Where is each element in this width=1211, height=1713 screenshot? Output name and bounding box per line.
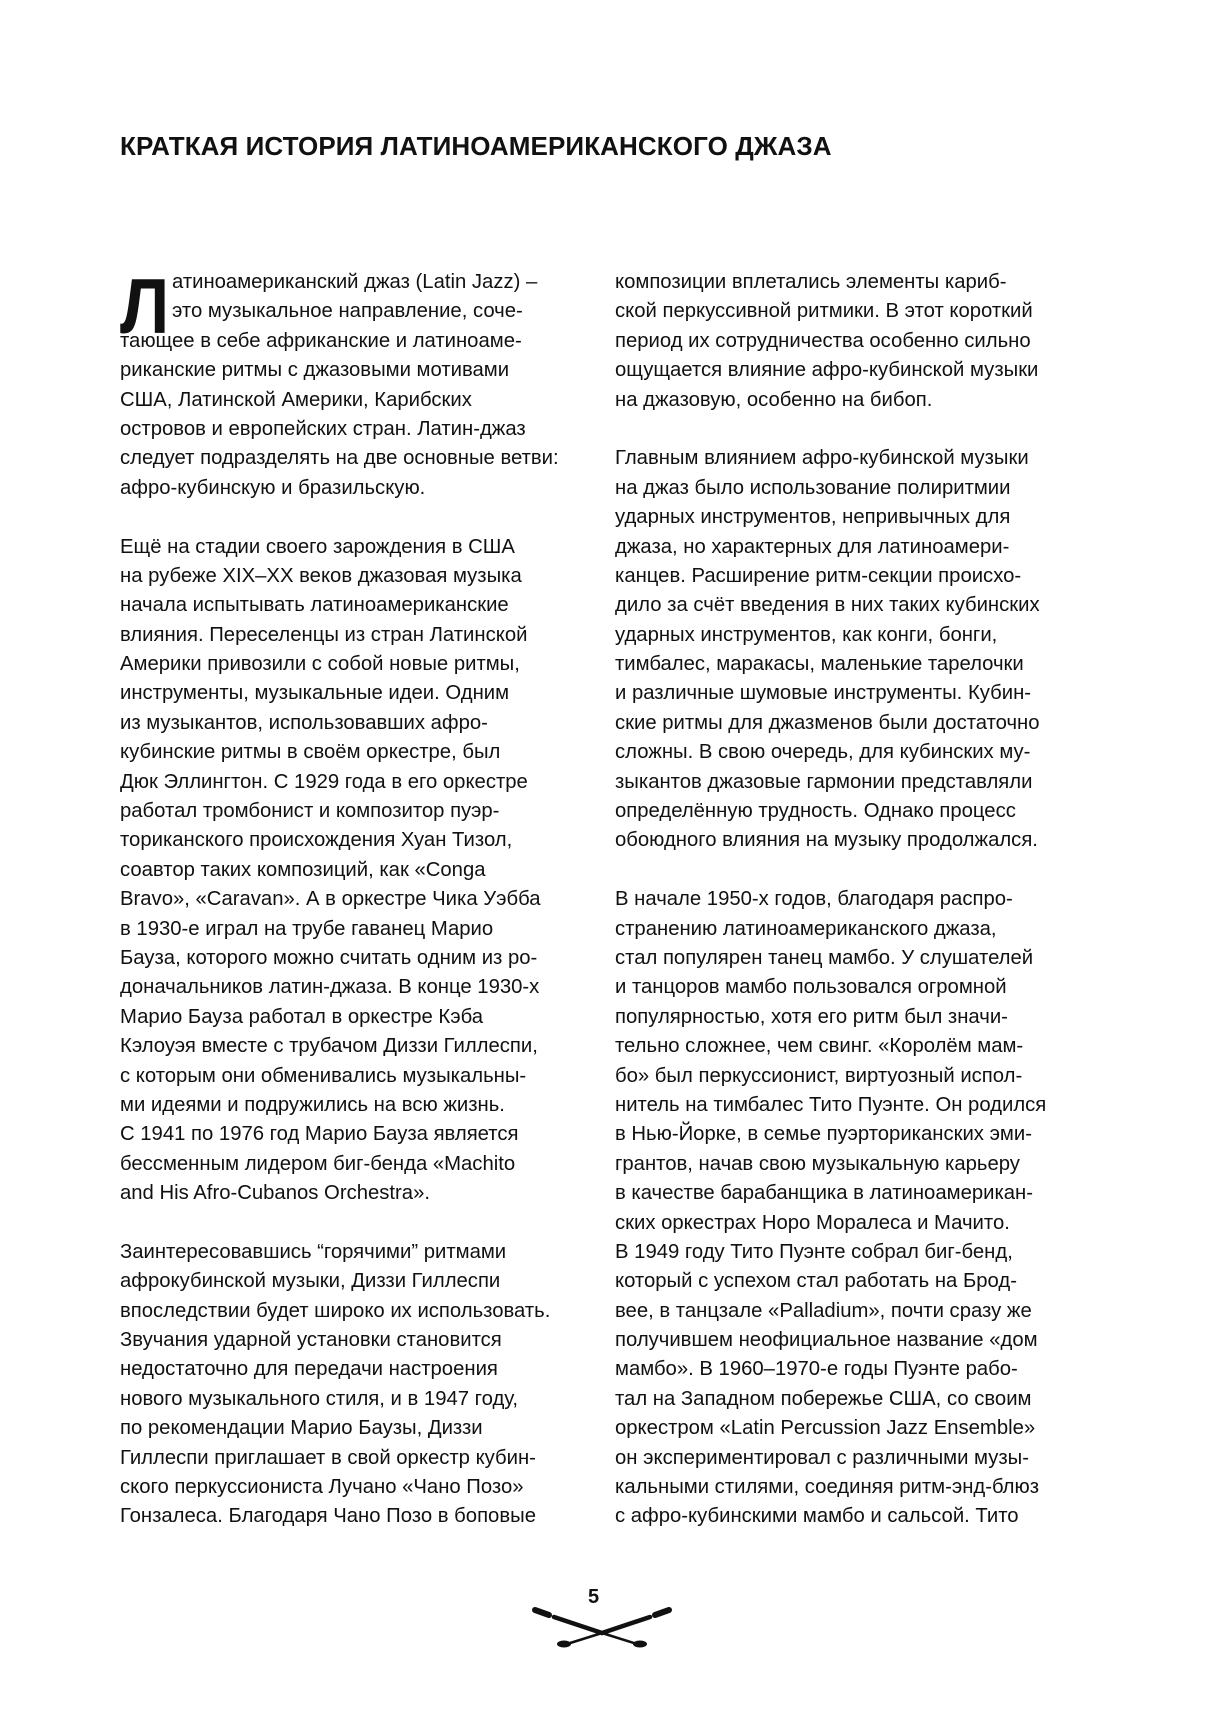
- text-line: Марио Бауза работал в оркестре Кэба: [120, 1005, 484, 1028]
- text-line: афро-кубинскую и бразильскую.: [120, 476, 426, 499]
- text-line: тельно сложнее, чем свинг. «Королём мам-: [615, 1035, 1024, 1058]
- crossed-drumsticks-icon: [527, 1600, 677, 1650]
- drop-cap: Л: [120, 262, 170, 350]
- text-line: ских оркестрах Норо Моралеса и Мачито.: [615, 1211, 1010, 1234]
- text-line: получившем неофициальное название «дом: [615, 1329, 1038, 1352]
- text-line: на джазовую, особенно на бибоп.: [615, 388, 933, 411]
- text-line: сложны. В свою очередь, для кубинских му-: [615, 741, 1031, 764]
- text-line: влияния. Переселенцы из стран Латинской: [120, 623, 528, 646]
- text-line: Кэлоуэя вместе с трубачом Диззи Гиллеспи,: [120, 1035, 538, 1058]
- text-line: риканские ритмы с джазовыми мотивами: [120, 359, 510, 382]
- text-line: недостаточно для передачи настроения: [120, 1358, 498, 1381]
- text-line: ощущается влияние афро-кубинской музыки: [615, 359, 1039, 382]
- text-line: афрокубинской музыки, Диззи Гиллеспи: [120, 1270, 501, 1293]
- paragraph-gap: [615, 415, 1085, 444]
- text-line: Bravo», «Caravan». А в оркестре Чика Уэбба: [120, 888, 541, 911]
- text-line: ториканского происхождения Хуан Тизол,: [120, 829, 513, 852]
- text-line: впоследствии будет широко их использовать.: [120, 1299, 551, 1322]
- text-line: работал тромбонист и композитор пуэр-: [120, 800, 500, 823]
- text-line: ские ритмы для джазменов были достаточно: [615, 711, 1040, 734]
- text-line: обоюдного влияния на музыку продолжался.: [615, 829, 1038, 852]
- text-line: на рубеже XIX–XX веков джазовая музыка: [120, 564, 522, 587]
- left-column: [120, 262, 590, 1532]
- text-line: канцев. Расширение ритм-секции происхо-: [615, 564, 1022, 587]
- text-line: В начале 1950-х годов, благодаря распро-: [615, 888, 1013, 911]
- text-line: вее, в танцзале «Palladium», почти сразу же: [615, 1299, 1032, 1322]
- text-line: соавтор таких композиций, как «Conga: [120, 858, 486, 881]
- text-line: ударных инструментов, как конги, бонги,: [615, 623, 998, 646]
- text-line: ударных инструментов, непривычных для: [615, 506, 1011, 529]
- text-line: джаза, но характерных для латиноамери-: [615, 535, 1010, 558]
- paragraph-gap: [615, 856, 1085, 885]
- page-number: 5: [588, 1586, 600, 1608]
- text-line: в качестве барабанщика в латиноамерикан-: [615, 1182, 1034, 1205]
- text-line: он экспериментировал с различными музы-: [615, 1446, 1030, 1469]
- text-line: С 1941 по 1976 год Марио Бауза является: [120, 1123, 519, 1146]
- text-line: с афро-кубинскими мамбо и сальсой. Тито: [615, 1505, 1019, 1528]
- text-line: тимбалес, маракасы, маленькие тарелочки: [615, 653, 1024, 676]
- text-line: зыкантов джазовые гармонии представляли: [615, 770, 1033, 793]
- text-line: из музыкантов, использовавших афро-: [120, 711, 488, 734]
- text-line: США, Латинской Америки, Карибских: [120, 388, 472, 411]
- right-column: [615, 268, 1085, 1532]
- text-line: странению латиноамериканского джаза,: [615, 917, 997, 940]
- text-line: островов и европейских стран. Латин-джаз: [120, 417, 526, 440]
- text-line: бо» был перкуссионист, виртуозный испол-: [615, 1064, 1023, 1087]
- text-line: по рекомендации Марио Баузы, Диззи: [120, 1417, 483, 1440]
- text-line: ми идеями и подружились на всю жизнь.: [120, 1093, 505, 1116]
- text-line: который с успехом стал работать на Брод-: [615, 1270, 1017, 1293]
- paragraph-gap: [120, 503, 590, 532]
- text-line: период их сотрудничества особенно сильно: [615, 329, 1031, 352]
- text-line: определённую трудность. Однако процесс: [615, 800, 1016, 823]
- text-line: тающее в себе африканские и латиноаме-: [120, 329, 522, 352]
- text-line: нового музыкального стиля, и в 1947 году,: [120, 1387, 519, 1410]
- text-line: Гиллеспи приглашает в свой оркестр кубин-: [120, 1446, 536, 1469]
- text-line: композиции вплетались элементы кариб-: [615, 271, 1007, 293]
- text-line: дило за счёт введения в них таких кубинских: [615, 594, 1040, 617]
- text-line: кальными стилями, соединяя ритм-энд-блюз: [615, 1476, 1040, 1499]
- text-line: с которым они обменивались музыкальны-: [120, 1064, 527, 1087]
- text-line: бессменным лидером биг-бенда «Machito: [120, 1152, 516, 1175]
- text-line: Главным влиянием афро-кубинской музыки: [615, 447, 1029, 470]
- text-line: и танцоров мамбо пользовался огромной: [615, 976, 1007, 999]
- text-line: оркестром «Latin Percussion Jazz Ensemble»: [615, 1417, 1036, 1440]
- text-line: ской перкуссивной ритмики. В этот короткий: [615, 300, 1033, 323]
- text-line: Заинтересовавшись “горячими” ритмами: [120, 1240, 507, 1263]
- text-line: инструменты, музыкальные идеи. Одним: [120, 682, 510, 705]
- text-line: нитель на тимбалес Тито Пуэнте. Он родился: [615, 1093, 1047, 1116]
- text-line: стал популярен танец мамбо. У слушателей: [615, 946, 1034, 969]
- text-line: следует подразделять на две основные ветви:: [120, 447, 559, 470]
- text-line: Звучания ударной установки становится: [120, 1329, 502, 1352]
- text-line: популярностью, хотя его ритм был значи-: [615, 1005, 1008, 1028]
- text-line: мамбо». В 1960–1970-е годы Пуэнте рабо-: [615, 1358, 1018, 1381]
- text-line: кубинские ритмы в своём оркестре, был: [120, 741, 501, 764]
- text-line: Бауза, которого можно считать одним из ро-: [120, 946, 538, 969]
- text-line: ского перкуссиониста Лучано «Чано Позо»: [120, 1476, 524, 1499]
- text-line: Ещё на стадии своего зарождения в США: [120, 535, 515, 558]
- text-line: атиноамериканский джаз (Latin Jazz) –: [172, 271, 538, 293]
- text-line: Америки привозили с собой новые ритмы,: [120, 653, 520, 676]
- text-line: В 1949 году Тито Пуэнте собрал биг-бенд,: [615, 1240, 1013, 1263]
- text-line: Дюк Эллингтон. С 1929 года в его оркестре: [120, 770, 528, 793]
- text-line: Гонзалеса. Благодаря Чано Позо в боповые: [120, 1505, 536, 1528]
- page-title: КРАТКАЯ ИСТОРИЯ ЛАТИНОАМЕРИКАНСКОГО ДЖАЗА: [120, 131, 832, 162]
- text-line: это музыкальное направление, соче-: [172, 300, 523, 323]
- text-line: грантов, начав свою музыкальную карьеру: [615, 1152, 1020, 1175]
- text-line: на джаз было использование полиритмии: [615, 476, 1011, 499]
- text-line: в 1930-е играл на трубе гаванец Марио: [120, 917, 494, 940]
- text-line: начала испытывать латиноамериканские: [120, 594, 509, 617]
- text-line: доначальников латин-джаза. В конце 1930-х: [120, 976, 540, 999]
- text-line: and His Afro-Cubanos Orchestra».: [120, 1182, 431, 1205]
- text-line: в Нью-Йорке, в семье пуэрториканских эми-: [615, 1123, 1032, 1146]
- text-line: тал на Западном побережье США, со своим: [615, 1387, 1032, 1410]
- paragraph-gap: [120, 1209, 590, 1238]
- text-line: и различные шумовые инструменты. Кубин-: [615, 682, 1032, 705]
